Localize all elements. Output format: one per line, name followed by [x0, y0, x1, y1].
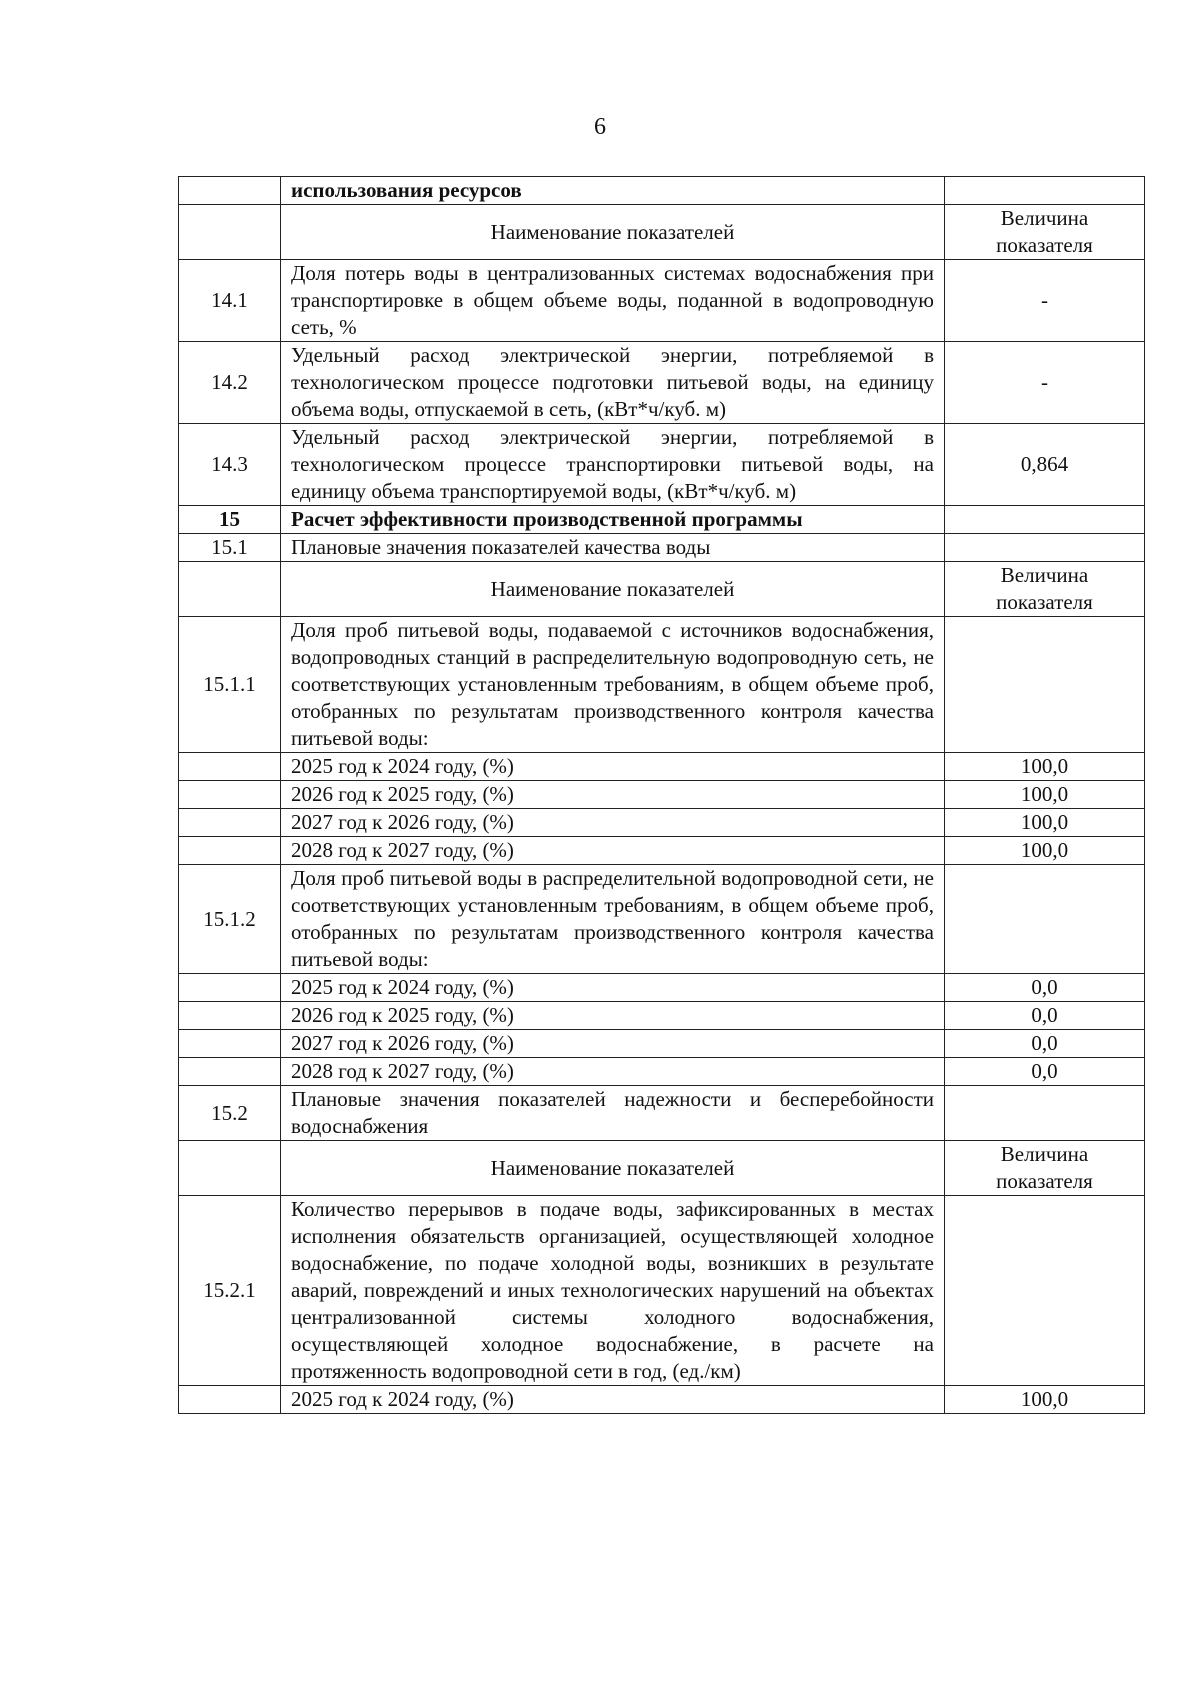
row-number: 14.1 — [179, 260, 281, 342]
table-row — [179, 1141, 1145, 1196]
table-row — [179, 617, 1145, 753]
row-value — [945, 506, 1145, 534]
table-row — [179, 1030, 1145, 1058]
table-row — [179, 1058, 1145, 1086]
row-number: 15.1.2 — [179, 865, 281, 974]
column-header-value: Величина показателя — [945, 562, 1145, 617]
column-header-value: Величина показателя — [945, 1141, 1145, 1196]
row-number: 15.2 — [179, 1086, 281, 1141]
row-description: использования ресурсов — [281, 177, 945, 205]
table-row — [179, 562, 1145, 617]
row-description: 2026 год к 2025 году, (%) — [281, 781, 945, 809]
row-value: 0,0 — [945, 1030, 1145, 1058]
row-number: 15.2.1 — [179, 1196, 281, 1386]
row-number: 14.3 — [179, 424, 281, 506]
row-value: 100,0 — [945, 837, 1145, 865]
row-number — [179, 562, 281, 617]
row-number — [179, 1030, 281, 1058]
table-row — [179, 1196, 1145, 1386]
row-description: 2028 год к 2027 году, (%) — [281, 837, 945, 865]
row-value: 0,0 — [945, 974, 1145, 1002]
row-number — [179, 974, 281, 1002]
row-number — [179, 753, 281, 781]
row-description: 2025 год к 2024 году, (%) — [281, 974, 945, 1002]
row-number — [179, 1002, 281, 1030]
table-row — [179, 424, 1145, 506]
row-value: 0,0 — [945, 1002, 1145, 1030]
row-description: 2025 год к 2024 году, (%) — [281, 753, 945, 781]
table-row — [179, 506, 1145, 534]
row-value — [945, 617, 1145, 753]
row-value: 0,0 — [945, 1058, 1145, 1086]
table-row — [179, 753, 1145, 781]
row-number: 14.2 — [179, 342, 281, 424]
column-header-name: Наименование показателей — [281, 562, 945, 617]
row-number — [179, 177, 281, 205]
row-description: 2026 год к 2025 году, (%) — [281, 1002, 945, 1030]
table-row — [179, 781, 1145, 809]
column-header-name: Наименование показателей — [281, 1141, 945, 1196]
table-row — [179, 534, 1145, 562]
page-number: 6 — [594, 114, 606, 140]
table-row — [179, 837, 1145, 865]
indicators-table-body — [179, 177, 1145, 1414]
row-description: Расчет эффективности производственной программы — [281, 506, 945, 534]
row-description: 2025 год к 2024 году, (%) — [281, 1386, 945, 1414]
table-row — [179, 205, 1145, 260]
table-row — [179, 865, 1145, 974]
row-number — [179, 781, 281, 809]
row-description: Доля потерь воды в централизованных системах водоснабжения при транспортировке в общем объеме воды, поданной в водопроводную сеть, % — [281, 260, 945, 342]
row-description: Плановые значения показателей надежности и бесперебойности водоснабжения — [281, 1086, 945, 1141]
row-number — [179, 809, 281, 837]
row-value: 100,0 — [945, 1386, 1145, 1414]
table-row — [179, 1086, 1145, 1141]
row-description: Удельный расход электрической энергии, потребляемой в технологическом процессе подготовки питьевой воды, на единицу объема воды, отпускаемой в сеть, (кВт*ч/куб. м) — [281, 342, 945, 424]
row-description: Доля проб питьевой воды, подаваемой с источников водоснабжения, водопроводных станций в распределительную водопроводную сеть, не соответствующих установленным требованиям, в общем объеме проб, отобранных по результатам производственного контроля качества питьевой воды: — [281, 617, 945, 753]
row-number: 15 — [179, 506, 281, 534]
row-value: 100,0 — [945, 781, 1145, 809]
row-value: - — [945, 260, 1145, 342]
row-number — [179, 205, 281, 260]
row-value — [945, 1196, 1145, 1386]
row-value: 0,864 — [945, 424, 1145, 506]
row-number — [179, 837, 281, 865]
table-row — [179, 177, 1145, 205]
row-value: 100,0 — [945, 809, 1145, 837]
table-row — [179, 809, 1145, 837]
table-row — [179, 1386, 1145, 1414]
row-description: Удельный расход электрической энергии, потребляемой в технологическом процессе транспортировки питьевой воды, на единицу объема транспортируемой воды, (кВт*ч/куб. м) — [281, 424, 945, 506]
row-value — [945, 1086, 1145, 1141]
row-number — [179, 1058, 281, 1086]
table-row — [179, 974, 1145, 1002]
row-description: Плановые значения показателей качества воды — [281, 534, 945, 562]
row-number — [179, 1141, 281, 1196]
row-number: 15.1 — [179, 534, 281, 562]
row-value — [945, 534, 1145, 562]
indicators-table — [178, 176, 1145, 1414]
table-row — [179, 1002, 1145, 1030]
table-row — [179, 342, 1145, 424]
column-header-name: Наименование показателей — [281, 205, 945, 260]
row-value: - — [945, 342, 1145, 424]
row-value — [945, 865, 1145, 974]
row-description: Доля проб питьевой воды в распределительной водопроводной сети, не соответствующих установленным требованиям, в общем объеме проб, отобранных по результатам производственного контроля качества питьевой воды: — [281, 865, 945, 974]
row-description: 2027 год к 2026 году, (%) — [281, 1030, 945, 1058]
table-row — [179, 260, 1145, 342]
row-description: Количество перерывов в подаче воды, зафиксированных в местах исполнения обязательств организацией, осуществляющей холодное водоснабжение, по подаче холодной воды, возникших в результате аварий, повреждений и иных технологических нарушений на объектах централизованной системы холодного водоснабжения, осуществляющей холодное водоснабжение, в расчете на протяженность водопроводной сети в год, (ед./км) — [281, 1196, 945, 1386]
row-value — [945, 177, 1145, 205]
row-value: 100,0 — [945, 753, 1145, 781]
row-description: 2028 год к 2027 году, (%) — [281, 1058, 945, 1086]
row-description: 2027 год к 2026 году, (%) — [281, 809, 945, 837]
row-number: 15.1.1 — [179, 617, 281, 753]
row-number — [179, 1386, 281, 1414]
column-header-value: Величина показателя — [945, 205, 1145, 260]
